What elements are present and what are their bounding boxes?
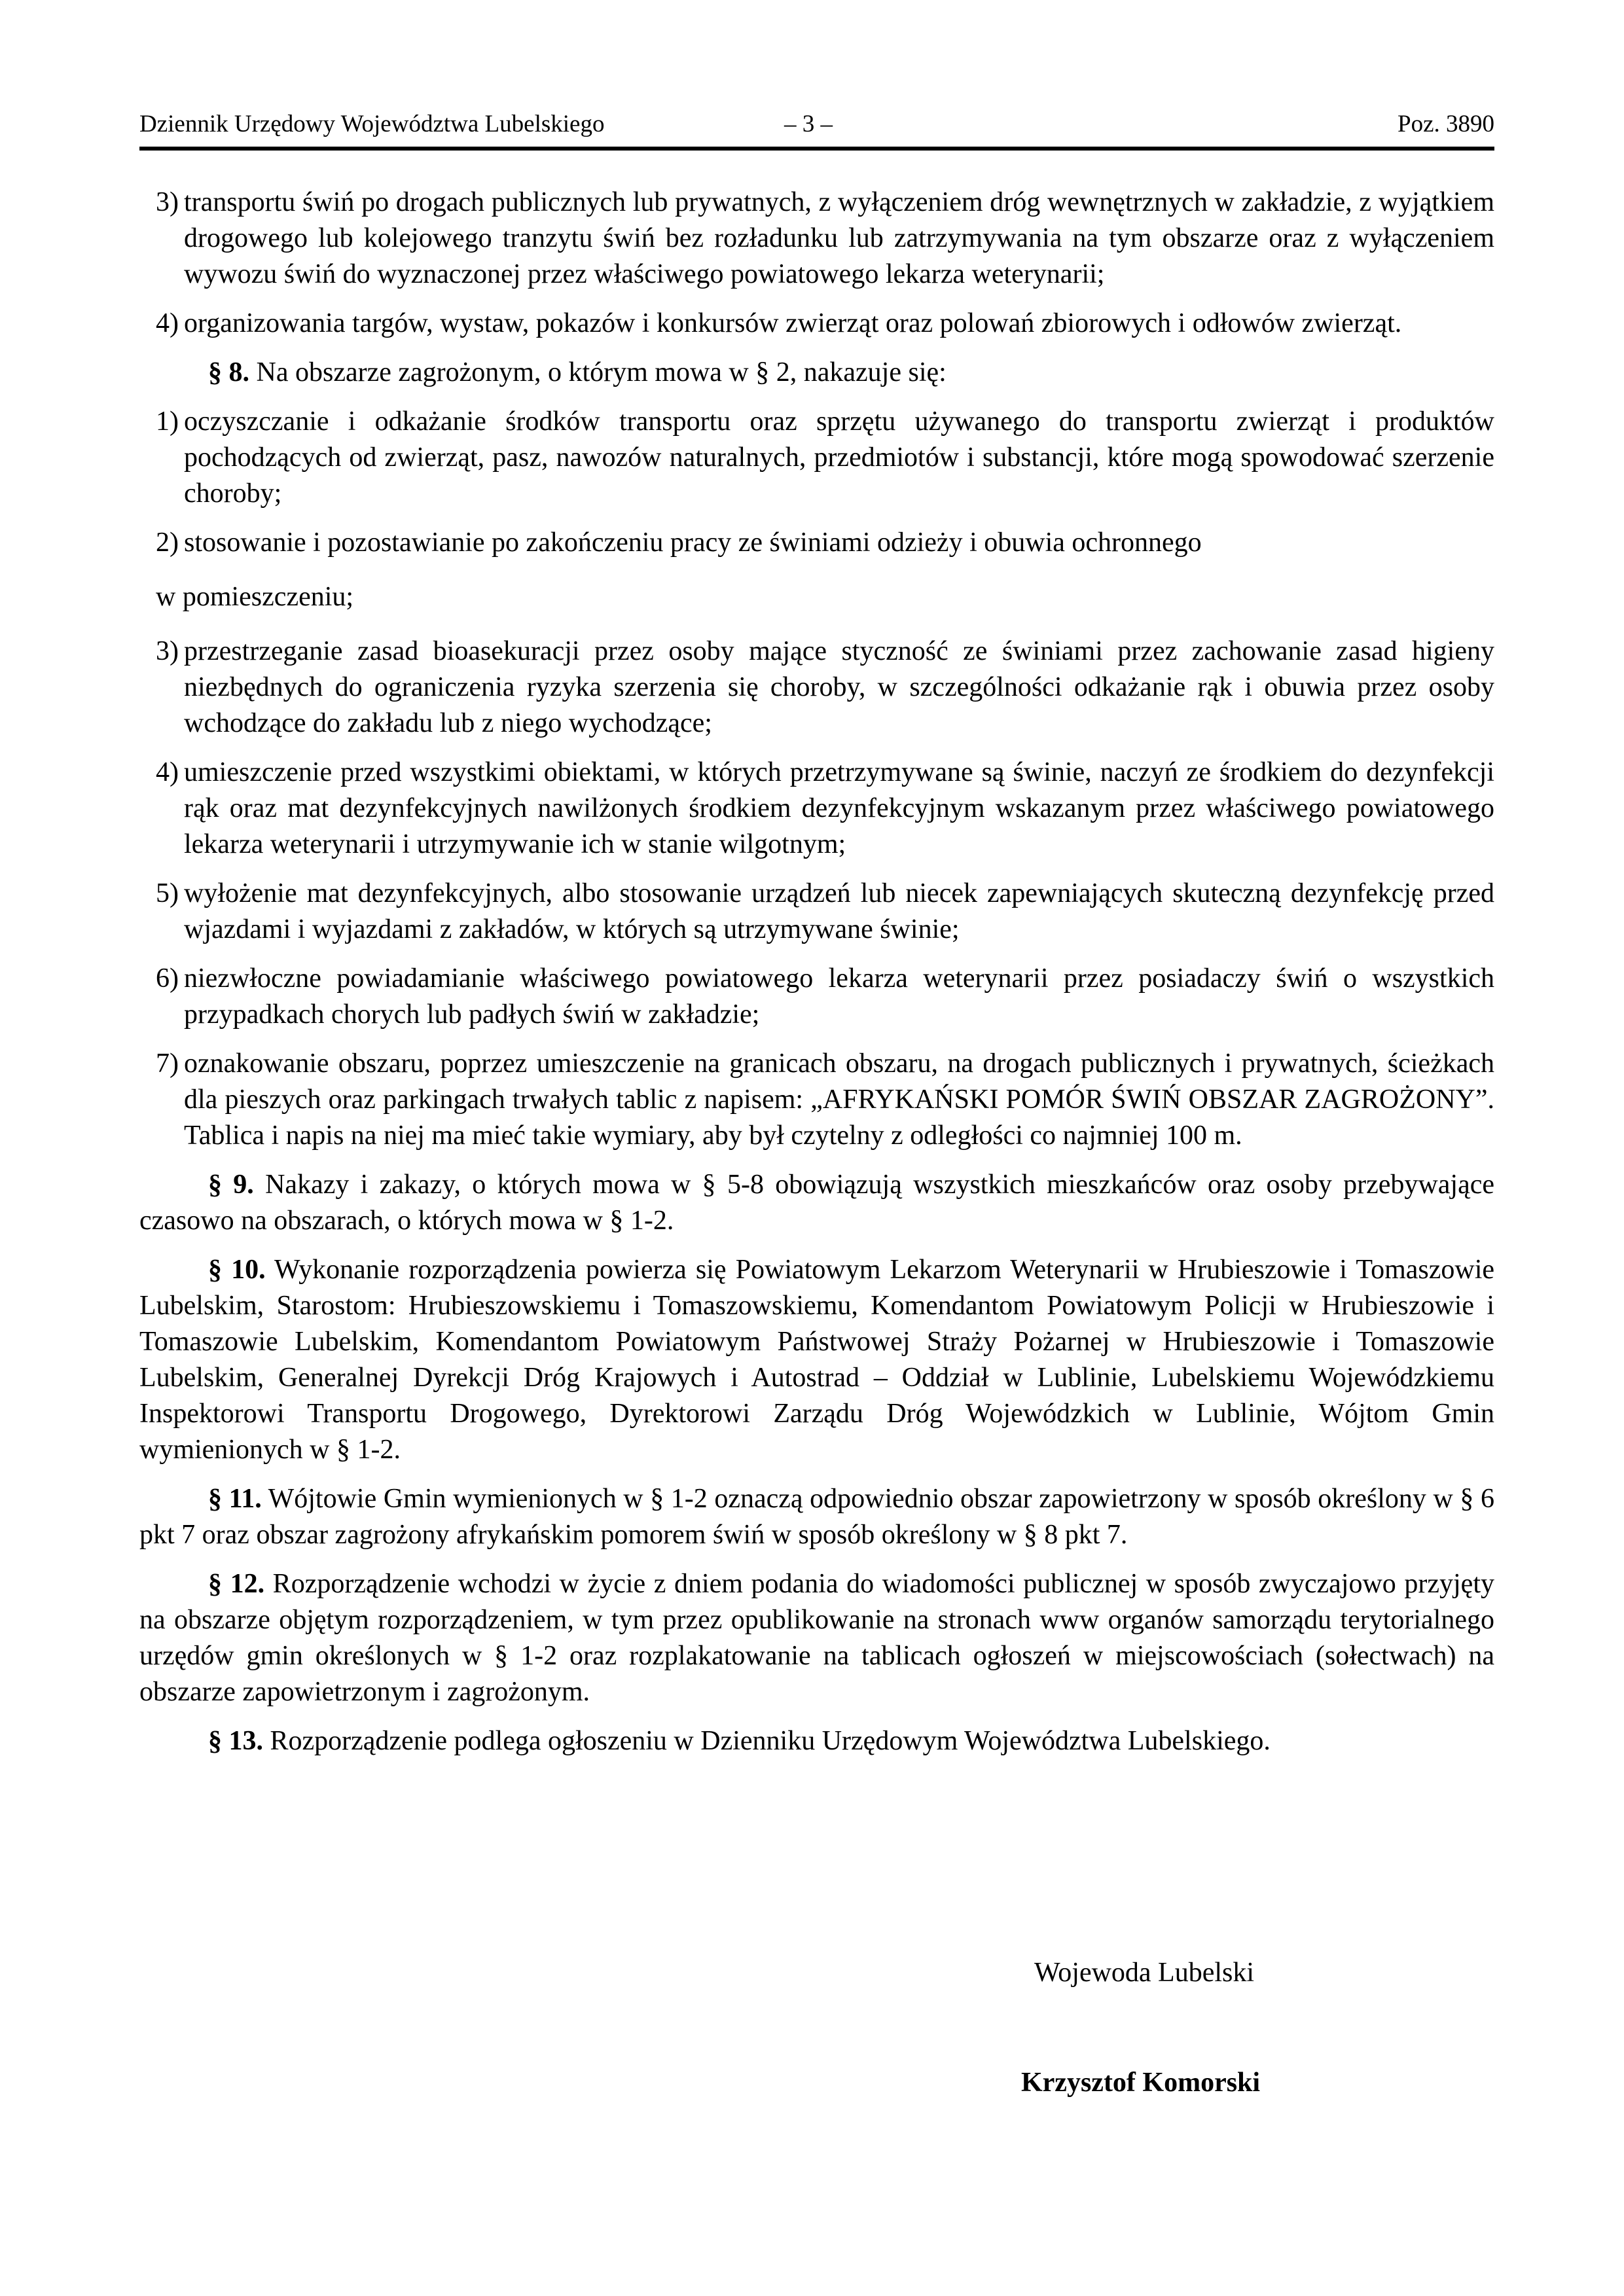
page-number: – 3 –	[784, 111, 833, 137]
list-item-continuation: w pomieszczeniu;	[156, 582, 354, 612]
position-number: Poz. 3890	[1398, 111, 1494, 137]
list-item: 6) niezwłoczne powiadamianie właściwego powiatowego lekarza weterynarii przez posiadaczy świń o wszystkich przypadkach chorych lub padłych świń w zakładzie;	[156, 963, 1494, 1030]
paragraph-label: § 9.	[208, 1170, 254, 1200]
paragraph-11: § 11. Wójtowie Gmin wymienionych w § 1-2 oznaczą odpowiednio obszar zapowietrzony w sposób określony w § 6 pkt 7 oraz obszar zagrożony afrykańskim pomorem świń w sposób określony w § 8 pkt 7.	[139, 1484, 1494, 1550]
signatory-title: Wojewoda Lubelski	[1034, 1958, 1255, 1988]
document-body	[139, 185, 1494, 1772]
list-item: 4) organizowania targów, wystaw, pokazów i konkursów zwierząt oraz polowań zbiorowych i odłowów zwierząt.	[156, 308, 1402, 338]
paragraph-13: § 13. Rozporządzenie podlega ogłoszeniu w Dzienniku Urzędowym Województwa Lubelskiego.	[208, 1726, 1271, 1756]
paragraph-label: § 12.	[208, 1569, 265, 1599]
paragraph-label: § 10.	[208, 1255, 266, 1285]
paragraph-label: § 8.	[208, 357, 249, 387]
paragraph-12: § 12. Rozporządzenie wchodzi w życie z dniem podania do wiadomości publicznej w sposób zwyczajowo przyjęty na obszarze objętym rozporządzeniem, w tym przez opublikowanie na stronach www organów samorządu terytorialnego urzędów gmin określonych w § 1-2 oraz rozplakatowanie na tablicach ogłoszeń w miejscowościach (sołectwach) na obszarze zapowietrzonym i zagrożonym.	[139, 1569, 1494, 1707]
signatory-name: Krzysztof Komorski	[1021, 2068, 1261, 2098]
paragraph-label: § 13.	[208, 1726, 263, 1756]
paragraph-8: § 8. Na obszarze zagrożonym, o którym mowa w § 2, nakazuje się:	[208, 357, 947, 387]
paragraph-10: § 10. Wykonanie rozporządzenia powierza się Powiatowym Lekarzom Weterynarii w Hrubieszowie i Tomaszowie Lubelskim, Starostom: Hrubieszowskiemu i Tomaszowskiemu, Komendantom Powiatowym Policji w Hrubieszowie i Tomaszowie Lubelskim, Komendantom Powiatowym Państwowej Straży Pożarnej w Hrubieszowie i Tomaszowie Lubelskim, Generalnej Dyrekcji Dróg Krajowych i Autostrad – Oddział w Lublinie, Lubelskiemu Wojewódzkiemu Inspektorowi Transportu Drogowego, Dyrektorowi Zarządu Dróg Wojewódzkich w Lublinie, Wójtom Gmin wymienionych w § 1-2.	[139, 1255, 1495, 1465]
paragraph-label: § 11.	[208, 1484, 262, 1514]
paragraph-9: § 9. Nakazy i zakazy, o których mowa w § 5-8 obowiązują wszystkich mieszkańców oraz osoby przebywające czasowo na obszarach, o których mowa w § 1-2.	[139, 1170, 1494, 1236]
page-header	[139, 110, 1494, 149]
header-rule	[139, 147, 1494, 151]
list-item: 3) przestrzeganie zasad bioasekuracji przez osoby mające styczność ze świniami przez zachowanie zasad higieny niezbędnych do ograniczenia ryzyka szerzenia się choroby, w szczególności odkażanie rąk i obuwia przez osoby wchodzące do zakładu lub z niego wychodzące;	[156, 636, 1494, 738]
list-item: 5) wyłożenie mat dezynfekcyjnych, albo stosowanie urządzeń lub niecek zapewniających skuteczną dezynfekcję przed wjazdami i wyjazdami z zakładów, w których są utrzymywane świnie;	[156, 878, 1494, 944]
list-item: 3) transportu świń po drogach publicznych lub prywatnych, z wyłączeniem dróg wewnętrznych w zakładzie, z wyjątkiem drogowego lub kolejowego tranzytu świń bez rozładunku lub zatrzymywania na tym obszarze oraz z wyłączeniem wywozu świń do wyznaczonej przez właściwego powiatowego lekarza weterynarii;	[156, 187, 1494, 289]
list-item: 1) oczyszczanie i odkażanie środków transportu oraz sprzętu używanego do transportu zwierząt i produktów pochodzących od zwierząt, pasz, nawozów naturalnych, przedmiotów i substancji, które mogą spowodować szerzenie choroby;	[156, 406, 1494, 509]
list-item: 2) stosowanie i pozostawianie po zakończeniu pracy ze świniami odzieży i obuwia ochronnego	[156, 528, 1202, 558]
list-item: 7) oznakowanie obszaru, poprzez umieszczenie na granicach obszaru, na drogach publicznych i prywatnych, ścieżkach dla pieszych oraz parkingach trwałych tablic z napisem: „AFRYKAŃSKI POMÓR ŚWIŃ OBSZAR ZAGROŻONY”. Tablica i napis na niej ma mieć takie wymiary, aby był czytelny z odległości co najmniej 100 m.	[156, 1049, 1494, 1151]
list-item: 4) umieszczenie przed wszystkimi obiektami, w których przetrzymywane są świnie, naczyń ze środkiem do dezynfekcji rąk oraz mat dezynfekcyjnych nawilżonych środkiem dezynfekcyjnym wskazanym przez właściwego powiatowego lekarza weterynarii i utrzymywanie ich w stanie wilgotnym;	[156, 757, 1494, 859]
journal-title: Dziennik Urzędowy Województwa Lubelskiego	[139, 111, 605, 137]
